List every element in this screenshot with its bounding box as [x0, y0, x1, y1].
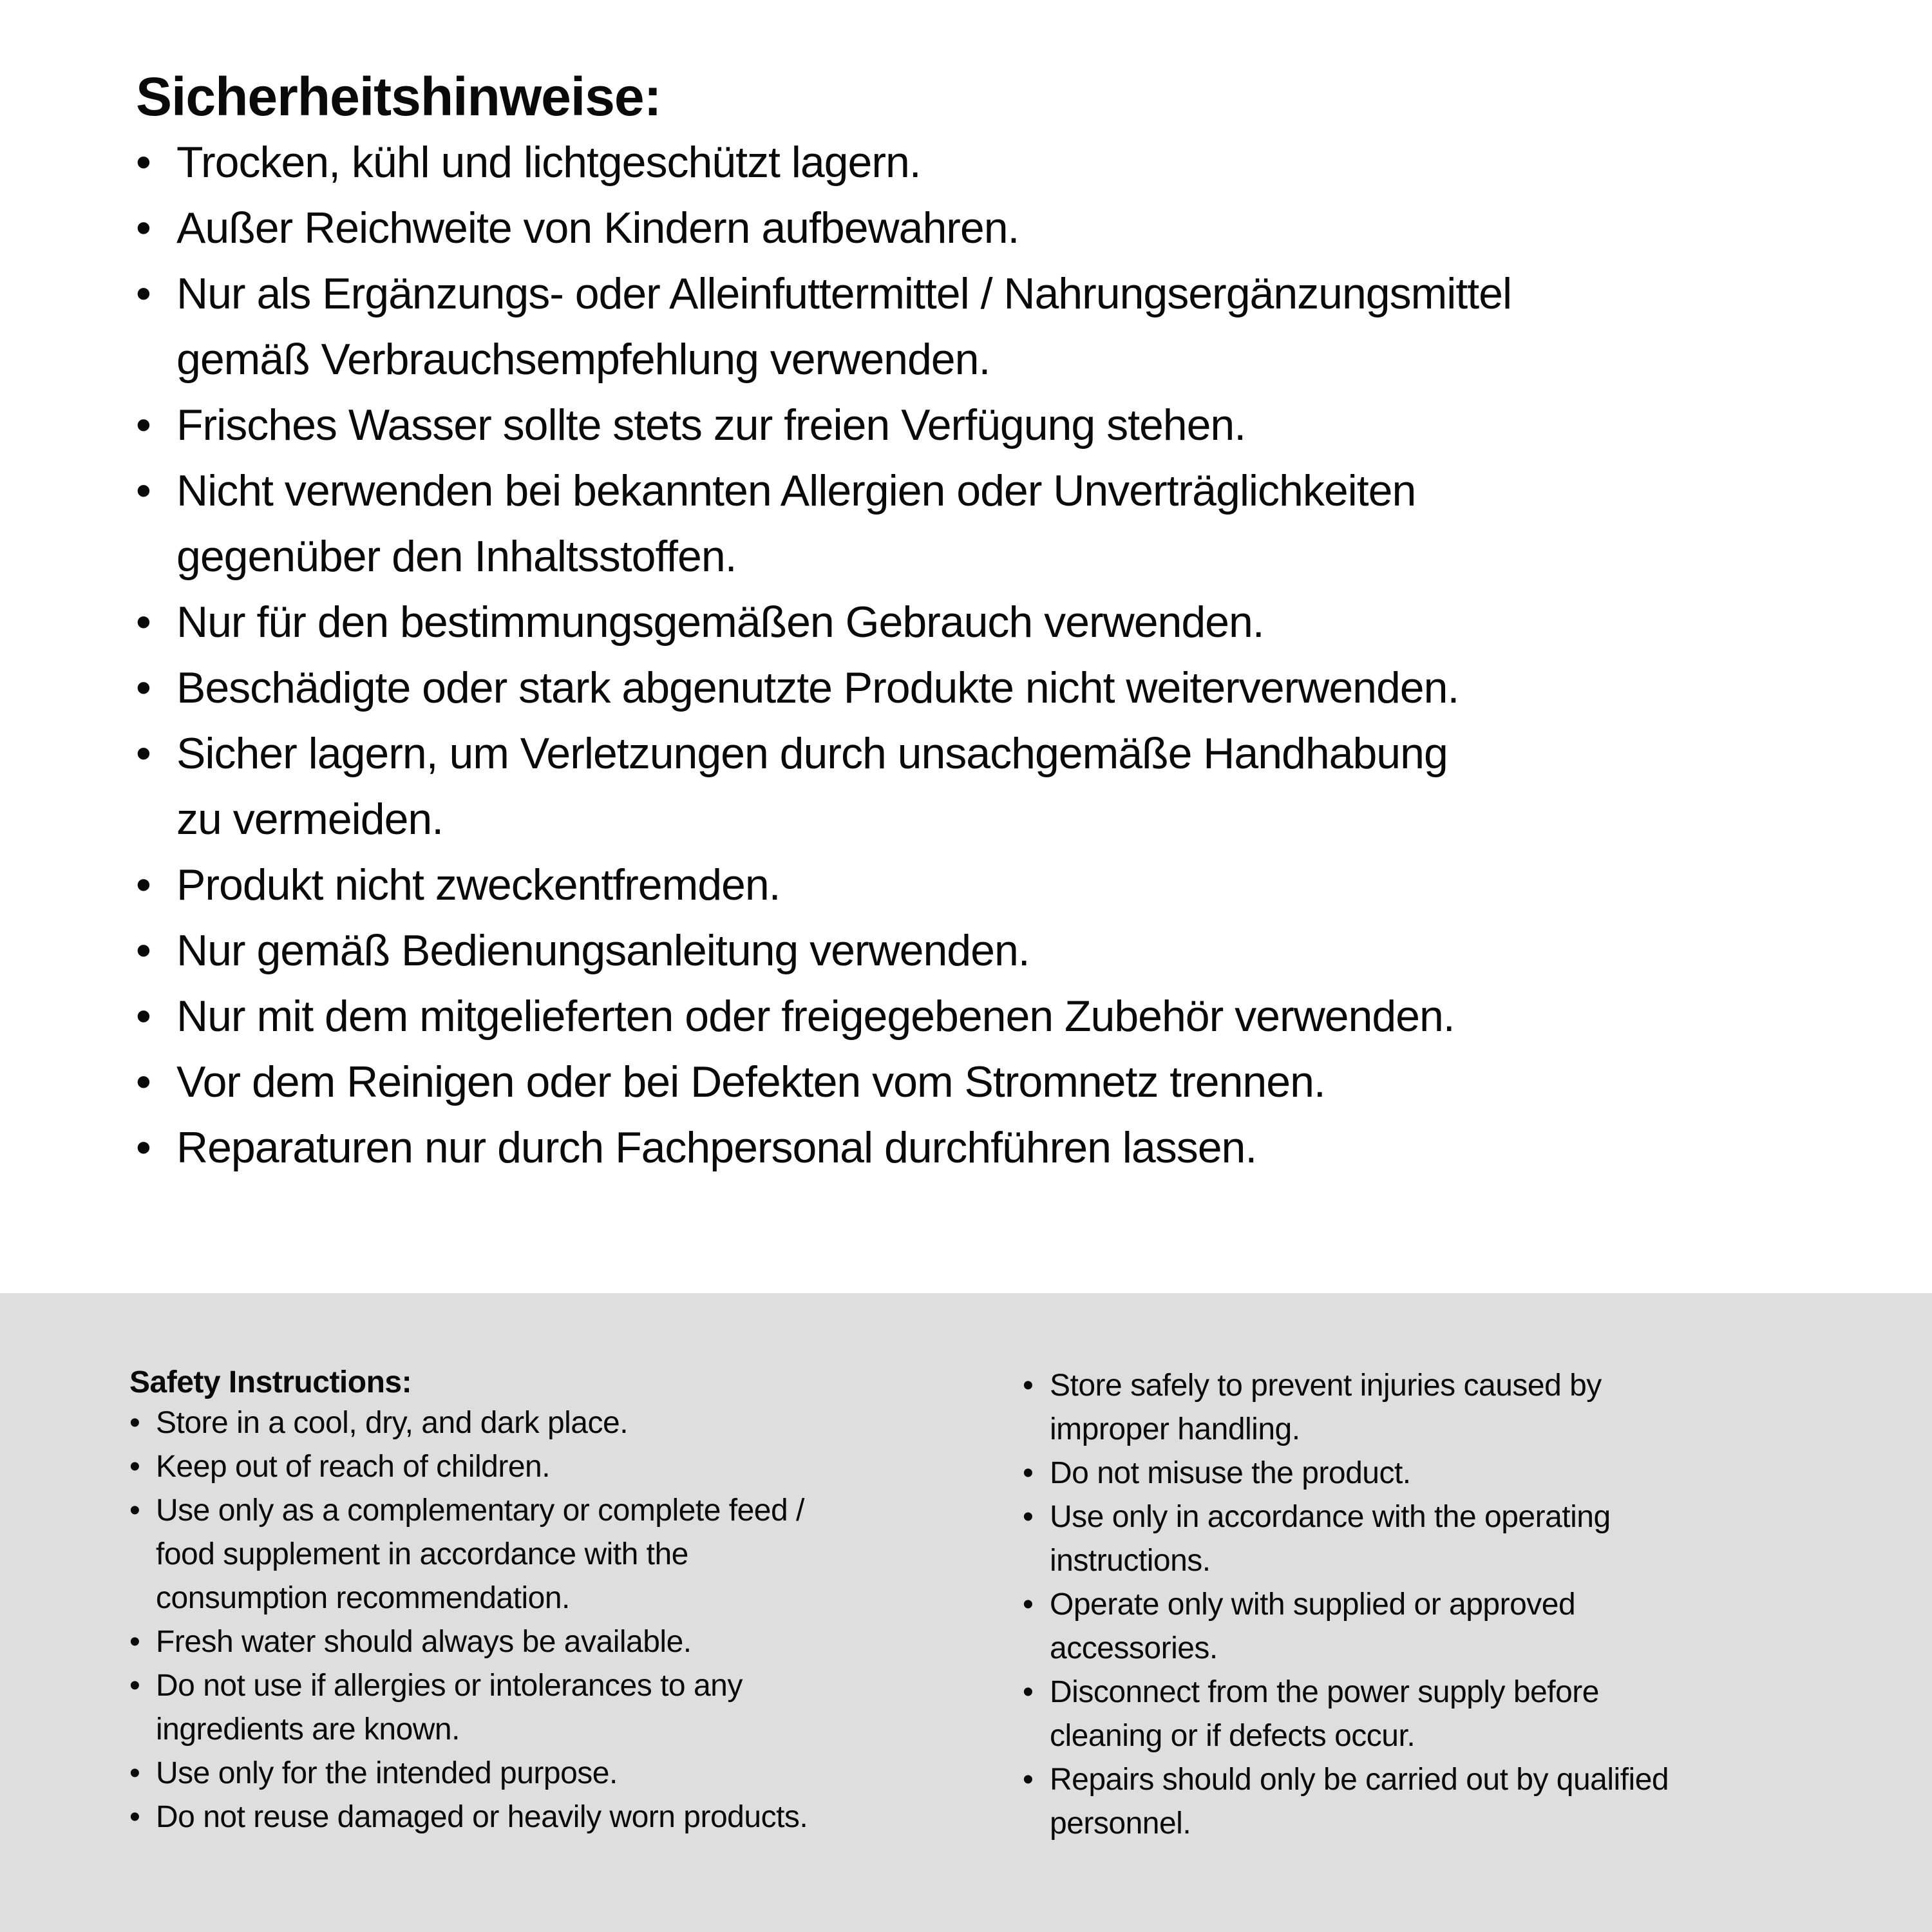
list-item [136, 721, 1835, 852]
list-item [136, 655, 1835, 721]
text-line: Nur als Ergänzungs- oder Alleinfuttermittel / Nahrungsergänzungsmittel [176, 269, 1512, 318]
list-item [1023, 1495, 1932, 1583]
text-line: Keep out of reach of children. [156, 1450, 551, 1484]
german-bullet-list [136, 129, 1835, 1180]
text-line: Produkt nicht zweckentfremden. [176, 860, 781, 909]
text-line: Operate only with supplied or approved [1050, 1587, 1576, 1622]
list-item [136, 918, 1835, 983]
text-line: food supplement in accordance with the [156, 1537, 688, 1571]
list-item-text [1050, 1671, 1599, 1758]
list-item-text [1050, 1364, 1602, 1452]
text-line: Sicher lagern, um Verletzungen durch unsachgemäße Handhabung [176, 729, 1448, 778]
text-line: Use only as a complementary or complete feed / [156, 1493, 804, 1528]
english-section [0, 1293, 1932, 1932]
list-item-text [176, 655, 1459, 721]
list-item-text [176, 852, 781, 918]
bullet-icon: • [1023, 1500, 1034, 1534]
bullet-icon: • [1023, 1456, 1034, 1490]
list-item-text [156, 1795, 808, 1839]
list-item [1023, 1671, 1932, 1758]
list-item [136, 589, 1835, 655]
list-item-text [176, 195, 1019, 261]
bullet-icon: • [136, 663, 151, 712]
list-item [129, 1445, 1023, 1489]
text-line: Repairs should only be carried out by qualified [1050, 1763, 1669, 1797]
list-item [136, 261, 1835, 392]
bullet-icon: • [136, 401, 151, 450]
text-line: Store in a cool, dry, and dark place. [156, 1406, 629, 1440]
bullet-icon: • [1023, 1675, 1034, 1709]
list-item [1023, 1364, 1932, 1452]
list-item-text [1050, 1583, 1575, 1671]
list-item-text [176, 983, 1455, 1049]
list-item [136, 392, 1835, 458]
bullet-icon: • [136, 926, 151, 975]
english-right-bullet-list [1023, 1364, 1932, 1846]
bullet-icon: • [129, 1493, 140, 1528]
list-item-text [176, 261, 1511, 392]
list-item [136, 458, 1835, 589]
list-item [136, 195, 1835, 261]
list-item-text [1050, 1758, 1669, 1846]
bullet-icon: • [1023, 1763, 1034, 1797]
text-line: Do not use if allergies or intolerances to any [156, 1669, 743, 1703]
list-item [136, 1115, 1835, 1180]
text-line: Nur für den bestimmungsgemäßen Gebrauch verwenden. [176, 598, 1264, 647]
list-item [129, 1664, 1023, 1752]
list-item-text [156, 1664, 743, 1752]
list-item-text [176, 589, 1264, 655]
text-line: zu vermeiden. [176, 795, 444, 844]
bullet-icon: • [136, 204, 151, 252]
list-item [136, 1049, 1835, 1115]
bullet-icon: • [129, 1625, 140, 1659]
list-item-text [176, 129, 921, 195]
text-line: Do not reuse damaged or heavily worn products. [156, 1800, 808, 1834]
text-line: cleaning or if defects occur. [1050, 1719, 1416, 1753]
list-item [129, 1401, 1023, 1445]
english-right-column [1023, 1364, 1932, 1846]
list-item-text [1050, 1495, 1611, 1583]
english-heading: Safety Instructions: [129, 1365, 412, 1399]
list-item-text [176, 392, 1245, 458]
bullet-icon: • [136, 598, 151, 647]
bullet-icon: • [129, 1669, 140, 1703]
list-item-text [156, 1489, 804, 1620]
list-item-text [176, 918, 1030, 983]
text-line: Nur gemäß Bedienungsanleitung verwenden. [176, 926, 1030, 975]
text-line: Fresh water should always be available. [156, 1625, 692, 1659]
bullet-icon: • [129, 1450, 140, 1484]
text-line: Beschädigte oder stark abgenutzte Produkte nicht weiterverwenden. [176, 663, 1459, 712]
text-line: Außer Reichweite von Kindern aufbewahren. [176, 204, 1019, 252]
list-item [1023, 1758, 1932, 1846]
bullet-icon: • [136, 992, 151, 1041]
list-item-text [176, 721, 1448, 852]
text-line: improper handling. [1050, 1412, 1300, 1446]
list-item-text [156, 1752, 618, 1795]
text-line: ingredients are known. [156, 1712, 460, 1747]
bullet-icon: • [1023, 1368, 1034, 1403]
list-item [129, 1620, 1023, 1664]
text-line: Vor dem Reinigen oder bei Defekten vom Stromnetz trennen. [176, 1057, 1325, 1106]
bullet-icon: • [1023, 1587, 1034, 1622]
list-item [136, 129, 1835, 195]
bullet-icon: • [129, 1800, 140, 1834]
bullet-icon: • [129, 1406, 140, 1440]
text-line: gegenüber den Inhaltsstoffen. [176, 532, 737, 581]
text-line: instructions. [1050, 1544, 1211, 1578]
text-line: Store safely to prevent injuries caused by [1050, 1368, 1602, 1403]
list-item [129, 1795, 1023, 1839]
text-line: Use only in accordance with the operating [1050, 1500, 1611, 1534]
list-item-text [156, 1620, 692, 1664]
text-line: Use only for the intended purpose. [156, 1756, 618, 1790]
bullet-icon: • [136, 138, 151, 187]
list-item-text [176, 458, 1416, 589]
english-left-bullet-list [129, 1401, 1023, 1839]
list-item [129, 1489, 1023, 1620]
text-line: personnel. [1050, 1806, 1191, 1841]
text-line: Nicht verwenden bei bekannten Allergien oder Unverträglichkeiten [176, 466, 1416, 515]
text-line: Disconnect from the power supply before [1050, 1675, 1599, 1709]
german-title: Sicherheitshinweise: [136, 66, 661, 127]
text-line: gemäß Verbrauchsempfehlung verwenden. [176, 335, 990, 384]
list-item [1023, 1583, 1932, 1671]
text-line: Do not misuse the product. [1050, 1456, 1411, 1490]
bullet-icon: • [136, 860, 151, 909]
list-item [1023, 1452, 1932, 1495]
english-left-column [129, 1364, 1023, 1839]
bullet-icon: • [136, 1123, 151, 1172]
bullet-icon: • [136, 269, 151, 318]
list-item [136, 852, 1835, 918]
list-item-text [176, 1115, 1256, 1180]
bullet-icon: • [136, 466, 151, 515]
list-item-text [1050, 1452, 1411, 1495]
text-line: Reparaturen nur durch Fachpersonal durchführen lassen. [176, 1123, 1257, 1172]
list-item [129, 1752, 1023, 1795]
text-line: Trocken, kühl und lichtgeschützt lagern. [176, 138, 921, 187]
list-item [136, 983, 1835, 1049]
text-line: Frisches Wasser sollte stets zur freien Verfügung stehen. [176, 401, 1246, 450]
bullet-icon: • [136, 729, 151, 778]
list-item-text [156, 1445, 550, 1489]
bullet-icon: • [136, 1057, 151, 1106]
list-item-text [176, 1049, 1325, 1115]
list-item-text [156, 1401, 628, 1445]
text-line: consumption recommendation. [156, 1581, 570, 1615]
bullet-icon: • [129, 1756, 140, 1790]
text-line: accessories. [1050, 1631, 1218, 1665]
text-line: Nur mit dem mitgelieferten oder freigegebenen Zubehör verwenden. [176, 992, 1455, 1041]
